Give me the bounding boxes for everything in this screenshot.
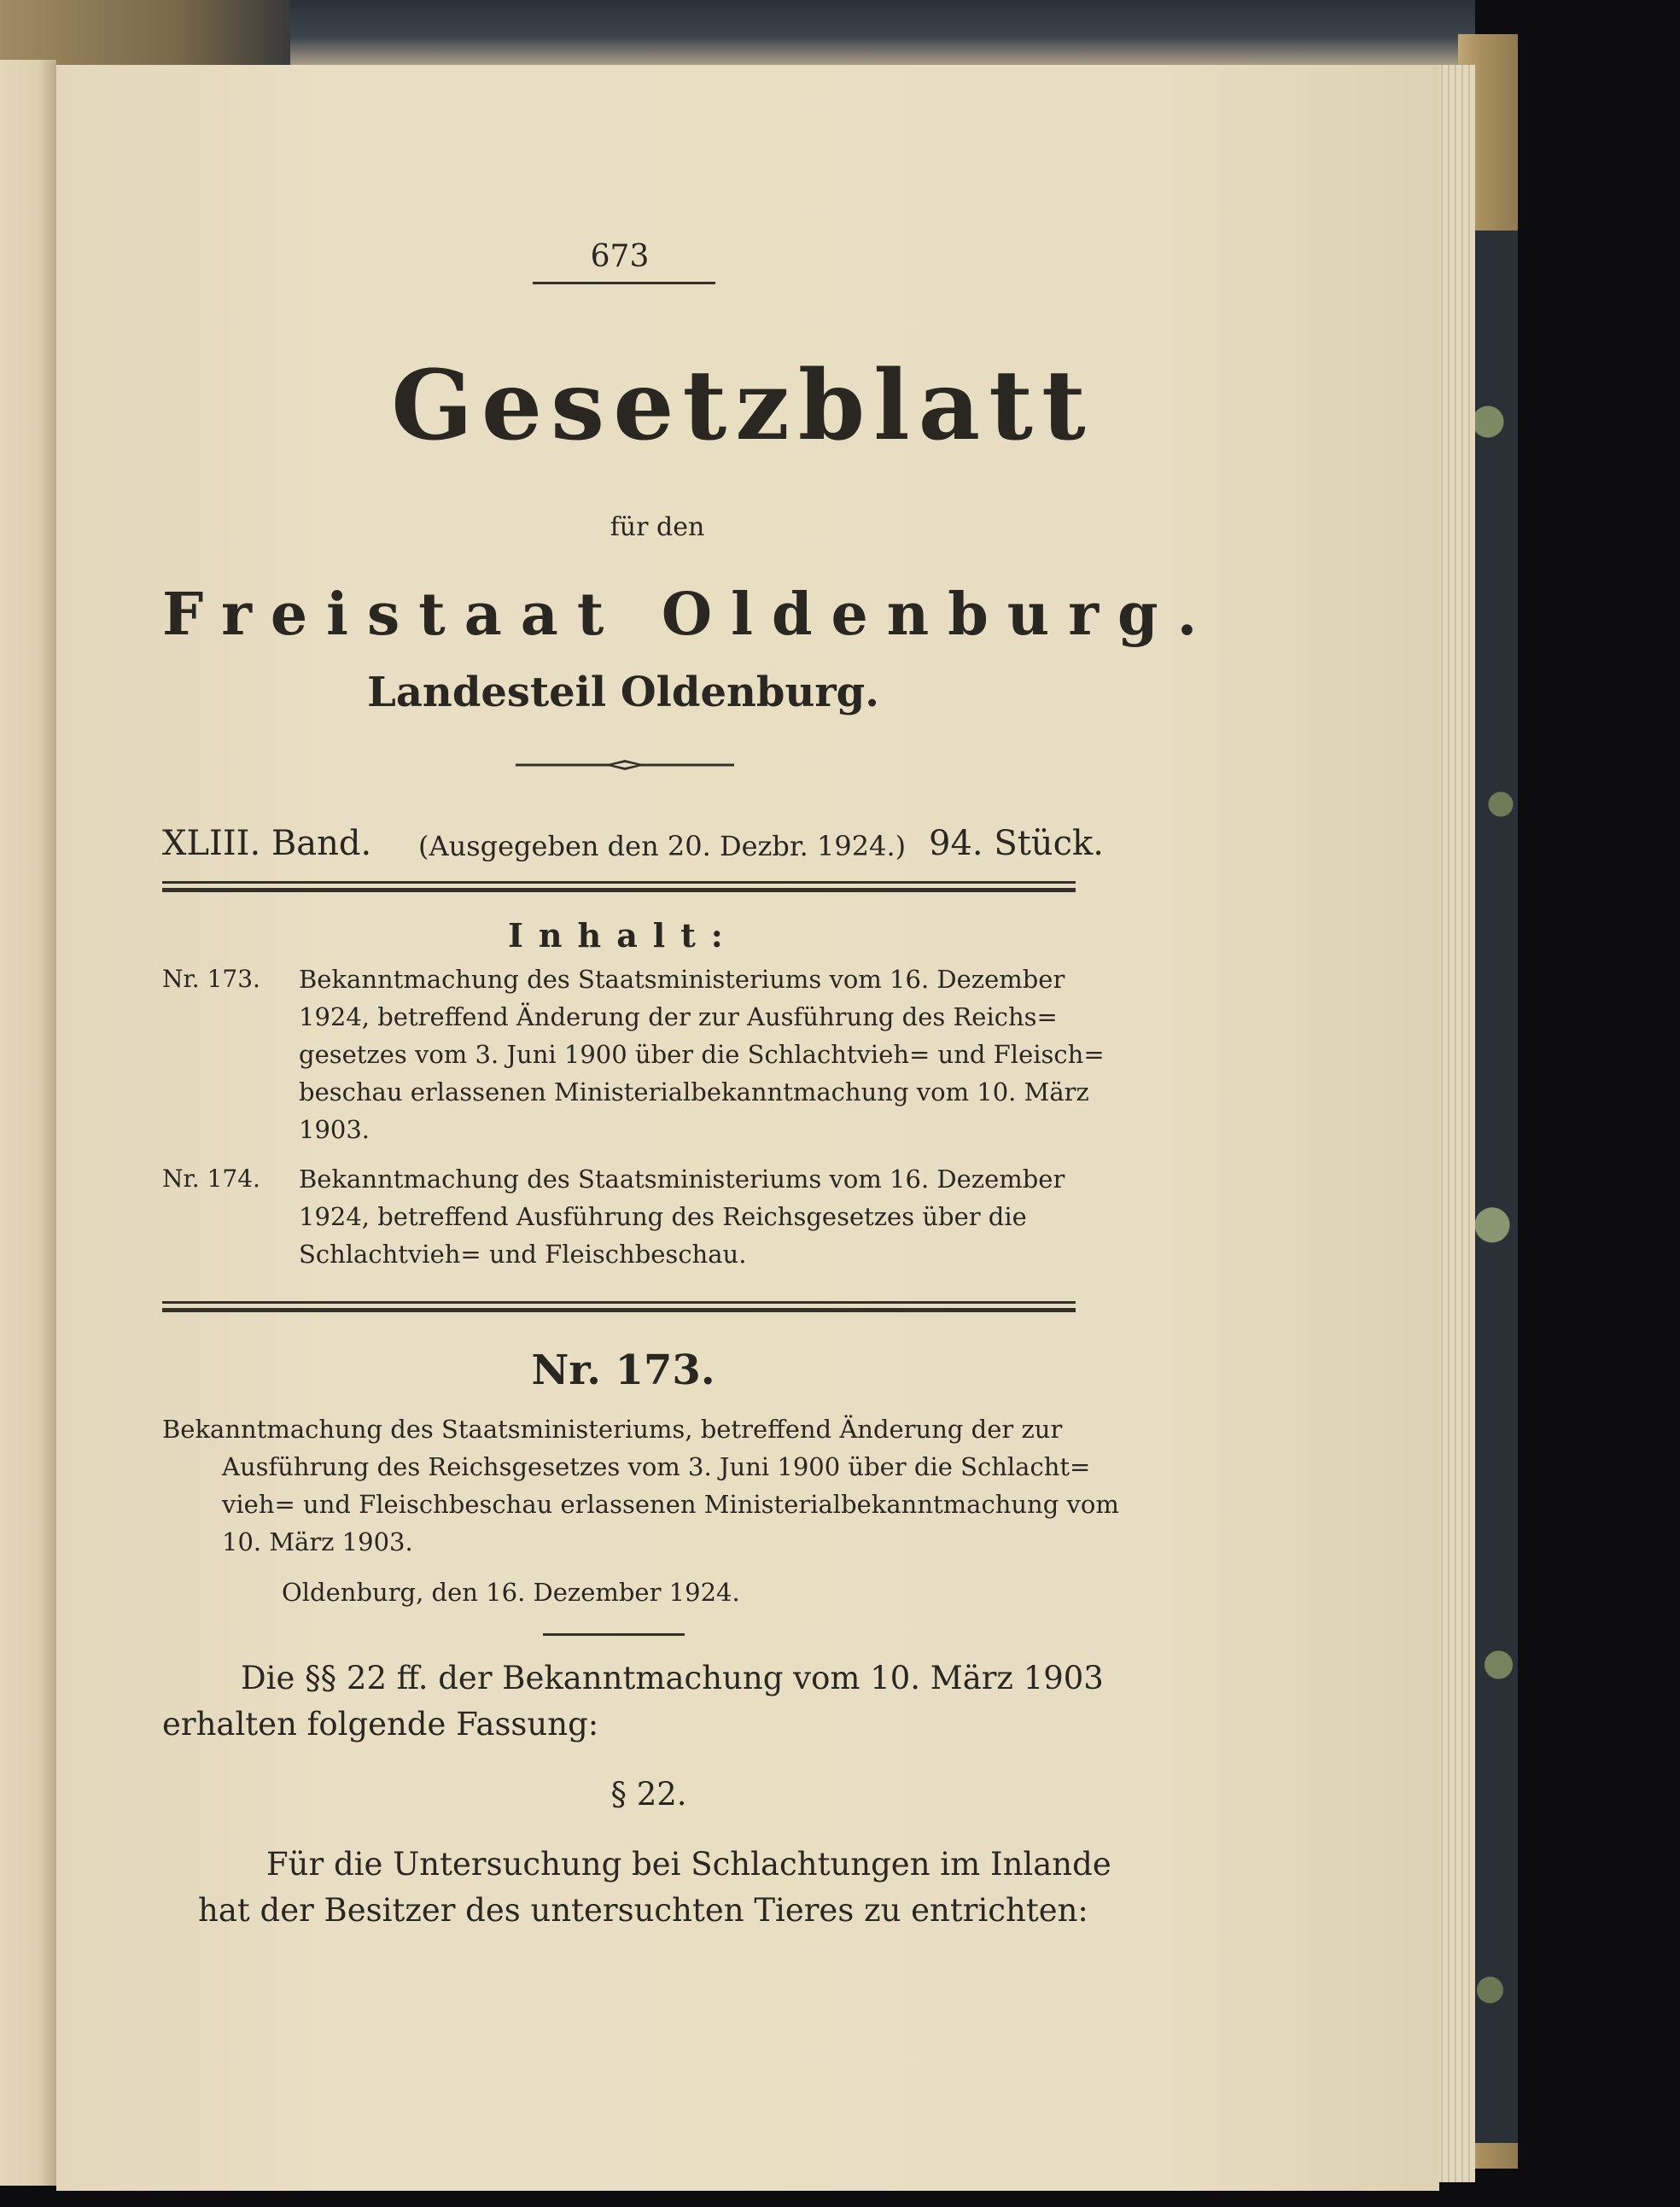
section-title-line: Ausführung des Reichsgesetzes vom 3. Juni 1900 über die Schlacht= [222,1452,1091,1481]
contents-entry-line: 1903. [299,1115,370,1144]
contents-entry-line: 1924, betreffend Ausführung des Reichsgesetzes über die [299,1202,1027,1231]
gazette-title: Gesetzblatt [391,350,1094,462]
ornament-svg [516,759,734,771]
short-divider [543,1633,685,1636]
title-connector: für den [610,512,705,542]
intro-line: Die §§ 22 ff. der Bekanntmachung vom 10. März 1903 [241,1660,1104,1696]
issue-number: 94. Stück. [929,824,1104,863]
contents-entry-line: 1924, betreffend Änderung der zur Ausführung des Reichs= [299,1002,1058,1031]
issue-date: (Ausgegeben den 20. Dezbr. 1924.) [418,830,907,862]
region-name: Landesteil Oldenburg. [367,669,879,716]
paragraph-number: § 22. [610,1776,687,1813]
marbled-cover [1475,231,1518,2143]
contents-entry-line: Schlachtvieh= und Fleischbeschau. [299,1240,747,1269]
volume-label: XLIII. Band. [162,824,372,863]
page-number-rule [533,282,715,284]
state-name: Freistaat Oldenburg. [162,581,1216,649]
paragraph-line: hat der Besitzer des untersuchten Tieres zu entrichten: [198,1892,1088,1929]
paragraph-line: Für die Untersuchung bei Schlachtungen im Inlande [266,1846,1111,1883]
facing-page [0,60,56,2186]
contents-entry-line: Bekanntmachung des Staatsministeriums vom 16. Dezember [299,1165,1065,1194]
contents-entry-line: Bekanntmachung des Staatsministeriums vom 16. Dezember [299,965,1065,994]
contents-heading: Inhalt: [508,916,738,955]
contents-entry-number: Nr. 173. [162,965,260,993]
double-rule-top [162,1301,1076,1304]
intro-line: erhalten folgende Fassung: [162,1706,599,1743]
section-title-line: 10. März 1903. [222,1527,413,1556]
contents-entry-line: gesetzes vom 3. Juni 1900 über die Schlachtvieh= und Fleisch= [299,1040,1105,1069]
double-rule-bottom [162,1308,1076,1312]
double-rule-top [162,881,1076,884]
section-title-line: Bekanntmachung des Staatsministeriums, betreffend Änderung der zur [162,1415,1063,1444]
ornamental-rule [516,758,734,770]
place-date: Oldenburg, den 16. Dezember 1924. [282,1578,740,1607]
double-rule-bottom [162,888,1076,892]
section-title-line: vieh= und Fleischbeschau erlassenen Ministerialbekanntmachung vom [222,1490,1119,1519]
contents-entry-line: beschau erlassenen Ministerialbekanntmachung vom 10. März [299,1077,1089,1106]
page-number: 673 [590,239,650,274]
book-top-edge [0,0,1520,73]
section-heading: Nr. 173. [531,1346,715,1394]
contents-entry-number: Nr. 174. [162,1165,260,1193]
